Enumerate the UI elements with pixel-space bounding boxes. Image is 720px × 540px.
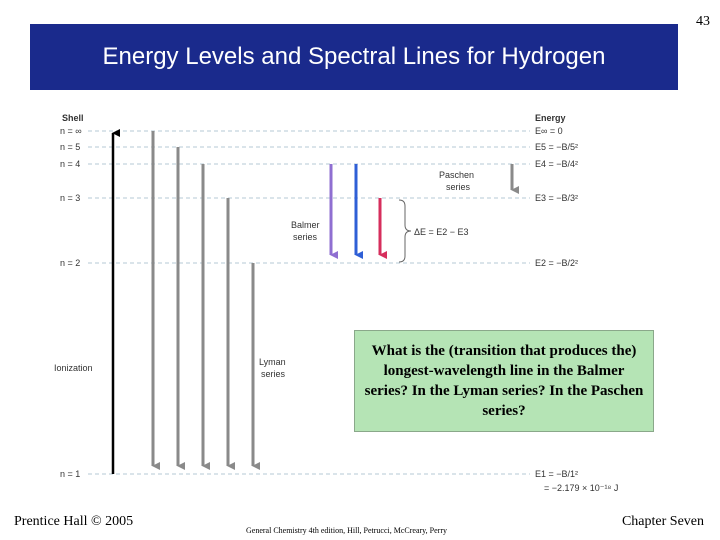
energy-label-3: E3 = −B/3² [535, 193, 579, 203]
delta-e-label: ΔE = E2 − E3 [414, 227, 469, 237]
shell-label-inf: n = ∞ [60, 126, 82, 136]
lyman-label-1: Lyman [259, 357, 286, 367]
shell-label-4: n = 4 [60, 159, 81, 169]
slide-title: Energy Levels and Spectral Lines for Hydrogen [102, 43, 606, 70]
shell-label-1: n = 1 [60, 469, 81, 479]
shell-label-2: n = 2 [60, 258, 81, 268]
shell-header: Shell [62, 113, 84, 123]
energy-label-inf: E∞ = 0 [535, 126, 563, 136]
delta-e-brace [399, 200, 411, 262]
shell-label-3: n = 3 [60, 193, 81, 203]
balmer-label-2: series [293, 232, 318, 242]
balmer-label-1: Balmer [291, 220, 320, 230]
energy-header: Energy [535, 113, 566, 123]
ionization-label: Ionization [54, 363, 93, 373]
energy-label-2: E2 = −B/2² [535, 258, 579, 268]
paschen-label-2: series [446, 182, 471, 192]
shell-label-5: n = 5 [60, 142, 81, 152]
paschen-label-1: Paschen [439, 170, 475, 180]
lyman-arrows [153, 131, 253, 466]
energy-labels [535, 126, 618, 493]
energy-label-1: E1 = −B/1² [535, 469, 579, 479]
slide-number: 43 [696, 14, 710, 29]
lyman-label-2: series [261, 369, 286, 379]
energy-label-joules: = −2.179 × 10⁻¹⁸ J [544, 483, 619, 493]
energy-label-4: E4 = −B/4² [535, 159, 579, 169]
footer-citation: General Chemistry 4th edition, Hill, Petrucci, McCreary, Perry [246, 526, 447, 535]
footer-copyright: Prentice Hall © 2005 [14, 514, 134, 529]
shell-labels [60, 126, 82, 479]
question-box: What is the (transition that produces the) longest-wavelength line in the Balmer series? In the Lyman series? In the Paschen series? [354, 330, 654, 432]
energy-label-5: E5 = −B/5² [535, 142, 579, 152]
footer-chapter: Chapter Seven [621, 514, 704, 529]
